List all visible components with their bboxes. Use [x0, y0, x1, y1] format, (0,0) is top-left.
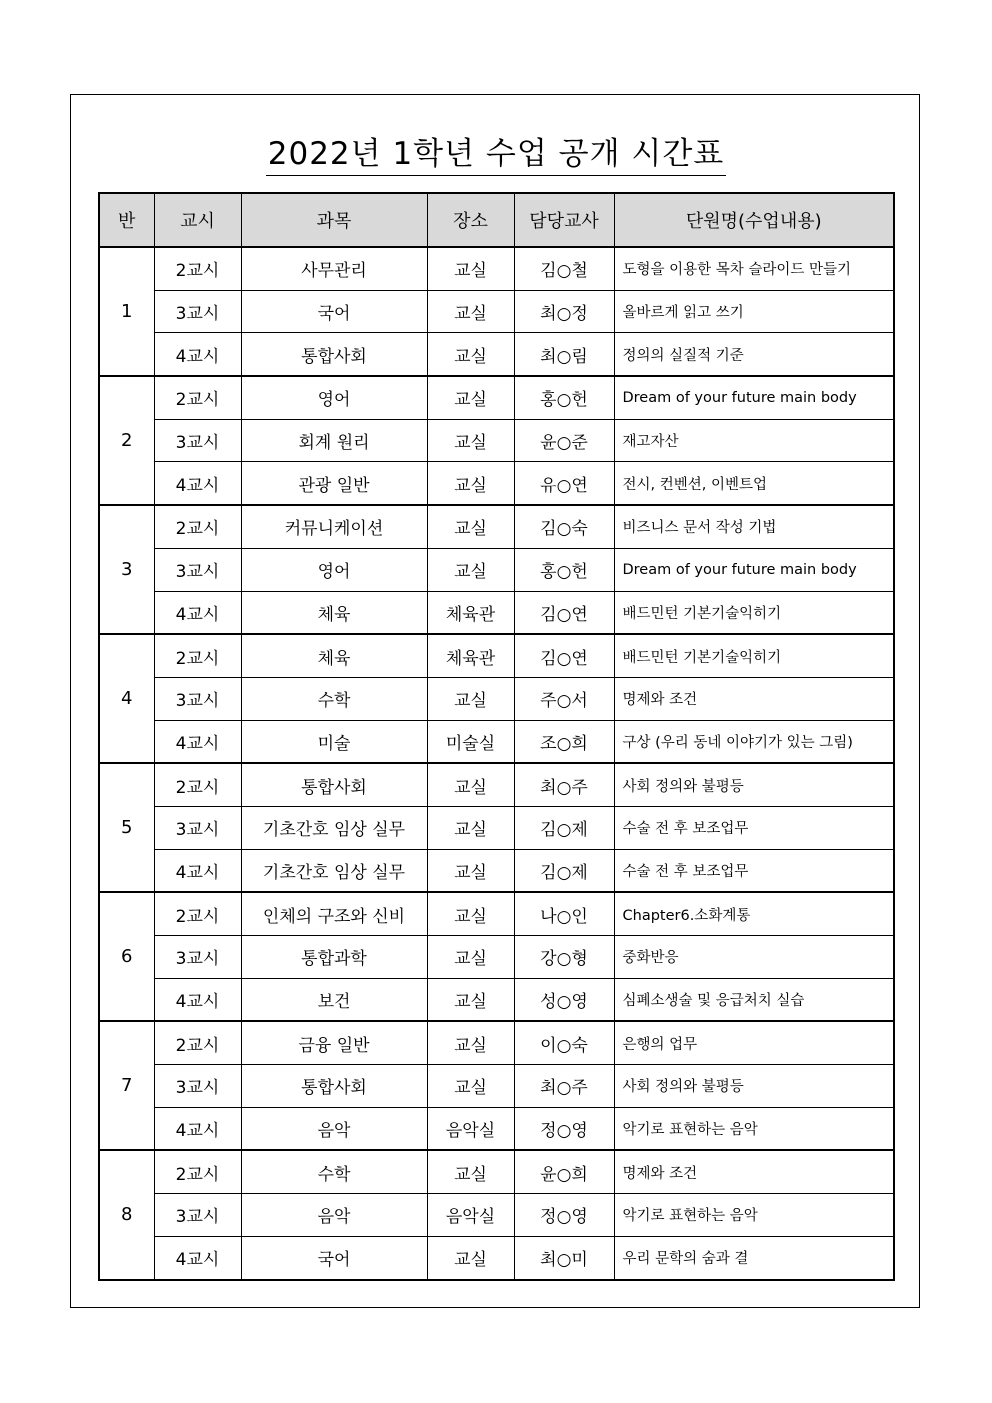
- teacher-cell: 최○주: [514, 763, 614, 806]
- place-cell: 교실: [427, 376, 514, 419]
- teacher-cell: 조○희: [514, 720, 614, 763]
- unit-cell: 악기로 표현하는 음악: [614, 1107, 894, 1150]
- subject-cell: 수학: [241, 1150, 427, 1193]
- table-row: [99, 591, 894, 634]
- unit-cell: 중화반응: [614, 936, 894, 979]
- table-row: [99, 247, 894, 290]
- place-cell: 교실: [427, 505, 514, 548]
- subject-cell: 통합사회: [241, 763, 427, 806]
- place-cell: 교실: [427, 892, 514, 935]
- period-cell: 2교시: [154, 634, 241, 677]
- header-period: 교시: [154, 193, 241, 247]
- period-cell: 3교시: [154, 936, 241, 979]
- unit-cell: 비즈니스 문서 작성 기법: [614, 505, 894, 548]
- unit-cell: 사회 정의와 불평등: [614, 1065, 894, 1108]
- schedule-table: [98, 192, 895, 1281]
- class-number-cell: 2: [99, 376, 154, 505]
- unit-cell: 수술 전 후 보조업무: [614, 806, 894, 849]
- unit-cell: 배드민턴 기본기술익히기: [614, 591, 894, 634]
- place-cell: 교실: [427, 978, 514, 1021]
- subject-cell: 영어: [241, 548, 427, 591]
- table-row: [99, 1107, 894, 1150]
- place-cell: 교실: [427, 333, 514, 376]
- period-cell: 4교시: [154, 1236, 241, 1279]
- teacher-cell: 김○제: [514, 849, 614, 892]
- place-cell: 교실: [427, 247, 514, 290]
- place-cell: 교실: [427, 1236, 514, 1279]
- place-cell: 교실: [427, 936, 514, 979]
- class-group: [99, 1021, 894, 1150]
- unit-cell: 구상 (우리 동네 이야기가 있는 그림): [614, 720, 894, 763]
- teacher-cell: 최○주: [514, 1065, 614, 1108]
- teacher-cell: 김○연: [514, 591, 614, 634]
- class-group: [99, 505, 894, 634]
- table-row: [99, 677, 894, 720]
- period-cell: 4교시: [154, 978, 241, 1021]
- class-group: [99, 376, 894, 505]
- teacher-cell: 홍○헌: [514, 548, 614, 591]
- place-cell: 교실: [427, 1021, 514, 1064]
- table-row: [99, 806, 894, 849]
- table-row: [99, 763, 894, 806]
- teacher-cell: 나○인: [514, 892, 614, 935]
- unit-cell: 심폐소생술 및 응급처치 실습: [614, 978, 894, 1021]
- period-cell: 4교시: [154, 1107, 241, 1150]
- period-cell: 3교시: [154, 548, 241, 591]
- place-cell: 음악실: [427, 1107, 514, 1150]
- class-group: [99, 1150, 894, 1279]
- place-cell: 체육관: [427, 634, 514, 677]
- table-row: [99, 376, 894, 419]
- subject-cell: 보건: [241, 978, 427, 1021]
- subject-cell: 통합사회: [241, 333, 427, 376]
- place-cell: 미술실: [427, 720, 514, 763]
- place-cell: 교실: [427, 763, 514, 806]
- table-row: [99, 720, 894, 763]
- title-text: 2022년 1학년 수업 공개 시간표: [266, 134, 727, 176]
- unit-cell: 은행의 업무: [614, 1021, 894, 1064]
- teacher-cell: 김○숙: [514, 505, 614, 548]
- subject-cell: 음악: [241, 1107, 427, 1150]
- header-class: 반: [99, 193, 154, 247]
- period-cell: 2교시: [154, 892, 241, 935]
- subject-cell: 기초간호 임상 실무: [241, 849, 427, 892]
- class-group: [99, 247, 894, 376]
- table-row: [99, 1065, 894, 1108]
- table-row: [99, 1236, 894, 1279]
- class-number-cell: 5: [99, 763, 154, 892]
- header-subject: 과목: [241, 193, 427, 247]
- subject-cell: 기초간호 임상 실무: [241, 806, 427, 849]
- teacher-cell: 최○미: [514, 1236, 614, 1279]
- page-title: [0, 134, 992, 176]
- table-row: [99, 849, 894, 892]
- header-row: [99, 193, 894, 247]
- period-cell: 4교시: [154, 462, 241, 505]
- place-cell: 교실: [427, 548, 514, 591]
- table-header: [99, 193, 894, 247]
- unit-cell: 재고자산: [614, 419, 894, 462]
- unit-cell: 명제와 조건: [614, 1150, 894, 1193]
- period-cell: 3교시: [154, 419, 241, 462]
- subject-cell: 음악: [241, 1194, 427, 1237]
- subject-cell: 수학: [241, 677, 427, 720]
- subject-cell: 체육: [241, 591, 427, 634]
- header-teacher: 담당교사: [514, 193, 614, 247]
- class-group: [99, 892, 894, 1021]
- table-row: [99, 419, 894, 462]
- unit-cell: 올바르게 읽고 쓰기: [614, 290, 894, 333]
- subject-cell: 금융 일반: [241, 1021, 427, 1064]
- subject-cell: 사무관리: [241, 247, 427, 290]
- period-cell: 2교시: [154, 763, 241, 806]
- place-cell: 교실: [427, 806, 514, 849]
- teacher-cell: 정○영: [514, 1107, 614, 1150]
- teacher-cell: 홍○헌: [514, 376, 614, 419]
- unit-cell: 사회 정의와 불평등: [614, 763, 894, 806]
- table-row: [99, 892, 894, 935]
- place-cell: 교실: [427, 419, 514, 462]
- table-row: [99, 290, 894, 333]
- place-cell: 교실: [427, 677, 514, 720]
- period-cell: 3교시: [154, 1194, 241, 1237]
- period-cell: 3교시: [154, 806, 241, 849]
- table-row: [99, 1021, 894, 1064]
- period-cell: 3교시: [154, 677, 241, 720]
- table-row: [99, 1150, 894, 1193]
- teacher-cell: 강○형: [514, 936, 614, 979]
- table-row: [99, 936, 894, 979]
- subject-cell: 영어: [241, 376, 427, 419]
- teacher-cell: 정○영: [514, 1194, 614, 1237]
- teacher-cell: 최○정: [514, 290, 614, 333]
- subject-cell: 인체의 구조와 신비: [241, 892, 427, 935]
- teacher-cell: 윤○희: [514, 1150, 614, 1193]
- table-row: [99, 505, 894, 548]
- class-number-cell: 7: [99, 1021, 154, 1150]
- unit-cell: 전시, 컨벤션, 이벤트업: [614, 462, 894, 505]
- subject-cell: 회계 원리: [241, 419, 427, 462]
- unit-cell: Chapter6.소화계통: [614, 892, 894, 935]
- class-group: [99, 634, 894, 763]
- unit-cell: 명제와 조건: [614, 677, 894, 720]
- place-cell: 체육관: [427, 591, 514, 634]
- header-unit: 단원명(수업내용): [614, 193, 894, 247]
- period-cell: 3교시: [154, 290, 241, 333]
- teacher-cell: 김○제: [514, 806, 614, 849]
- subject-cell: 통합과학: [241, 936, 427, 979]
- unit-cell: 우리 문학의 숨과 결: [614, 1236, 894, 1279]
- period-cell: 4교시: [154, 720, 241, 763]
- table-row: [99, 462, 894, 505]
- period-cell: 4교시: [154, 591, 241, 634]
- class-number-cell: 1: [99, 247, 154, 376]
- unit-cell: 도형을 이용한 목차 슬라이드 만들기: [614, 247, 894, 290]
- teacher-cell: 김○연: [514, 634, 614, 677]
- table-row: [99, 978, 894, 1021]
- teacher-cell: 유○연: [514, 462, 614, 505]
- teacher-cell: 이○숙: [514, 1021, 614, 1064]
- period-cell: 2교시: [154, 247, 241, 290]
- class-number-cell: 6: [99, 892, 154, 1021]
- unit-cell: 배드민턴 기본기술익히기: [614, 634, 894, 677]
- place-cell: 교실: [427, 1150, 514, 1193]
- place-cell: 교실: [427, 1065, 514, 1108]
- class-number-cell: 8: [99, 1150, 154, 1279]
- period-cell: 2교시: [154, 376, 241, 419]
- teacher-cell: 최○림: [514, 333, 614, 376]
- place-cell: 교실: [427, 849, 514, 892]
- subject-cell: 커뮤니케이션: [241, 505, 427, 548]
- table-row: [99, 634, 894, 677]
- class-group: [99, 763, 894, 892]
- header-place: 장소: [427, 193, 514, 247]
- place-cell: 교실: [427, 462, 514, 505]
- unit-cell: 정의의 실질적 기준: [614, 333, 894, 376]
- unit-cell: Dream of your future main body: [614, 548, 894, 591]
- class-number-cell: 4: [99, 634, 154, 763]
- subject-cell: 국어: [241, 290, 427, 333]
- teacher-cell: 성○영: [514, 978, 614, 1021]
- subject-cell: 국어: [241, 1236, 427, 1279]
- class-number-cell: 3: [99, 505, 154, 634]
- subject-cell: 체육: [241, 634, 427, 677]
- period-cell: 4교시: [154, 849, 241, 892]
- subject-cell: 통합사회: [241, 1065, 427, 1108]
- subject-cell: 관광 일반: [241, 462, 427, 505]
- unit-cell: 수술 전 후 보조업무: [614, 849, 894, 892]
- table-row: [99, 333, 894, 376]
- period-cell: 2교시: [154, 1021, 241, 1064]
- teacher-cell: 윤○준: [514, 419, 614, 462]
- place-cell: 교실: [427, 290, 514, 333]
- place-cell: 음악실: [427, 1194, 514, 1237]
- period-cell: 4교시: [154, 333, 241, 376]
- table-row: [99, 1194, 894, 1237]
- teacher-cell: 김○철: [514, 247, 614, 290]
- teacher-cell: 주○서: [514, 677, 614, 720]
- subject-cell: 미술: [241, 720, 427, 763]
- unit-cell: 악기로 표현하는 음악: [614, 1194, 894, 1237]
- table-row: [99, 548, 894, 591]
- period-cell: 3교시: [154, 1065, 241, 1108]
- period-cell: 2교시: [154, 1150, 241, 1193]
- period-cell: 2교시: [154, 505, 241, 548]
- unit-cell: Dream of your future main body: [614, 376, 894, 419]
